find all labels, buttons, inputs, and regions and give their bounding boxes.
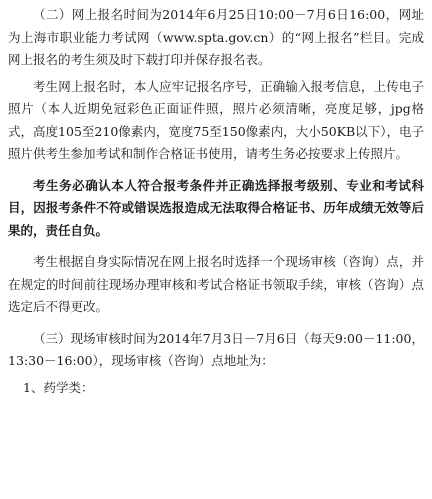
paragraph-eligibility-warning: 考生务必确认本人符合报考条件并正确选择报考级别、专业和考试科目，因报考条件不符或错误选报造成无法取得合格证书、历年成绩无效等后果的，责任自负。 bbox=[8, 177, 424, 238]
paragraph-registration-time: （二）网上报名时间为2014年6月25日10:00－7月6日16:00，网址为上海市职业能力考试网（www.spta.gov.cn）的“网上报名”栏目。完成网上报名的考生须及时下载打印并保存报名表。 bbox=[8, 7, 424, 67]
subheading-pharmacy: 1、药学类： bbox=[23, 379, 94, 395]
paragraph-onsite-review-time: （三）现场审核时间为2014年7月3日－7月6日（每天9:00－11:00，13:30－16:00），现场审核（咨询）点地址为： bbox=[8, 330, 424, 368]
paragraph-photo-requirements: 考生网上报名时，本人应牢记报名序号，正确输入报考信息，上传电子照片（本人近期免冠彩色正面证件照，照片必须清晰，亮度足够，jpg格式，高度105至210像素内，宽度75至150像素内，大小50KB以下），电子照片供考生参加考试和制作合格证书使用，请考生务必按要求上传照片。 bbox=[8, 78, 424, 161]
paragraph-review-site: 考生根据自身实际情况在网上报名时选择一个现场审核（咨询）点，并在规定的时间前往现场办理审核和考试合格证书领取手续，审核（咨询）点选定后不得更改。 bbox=[8, 254, 424, 314]
